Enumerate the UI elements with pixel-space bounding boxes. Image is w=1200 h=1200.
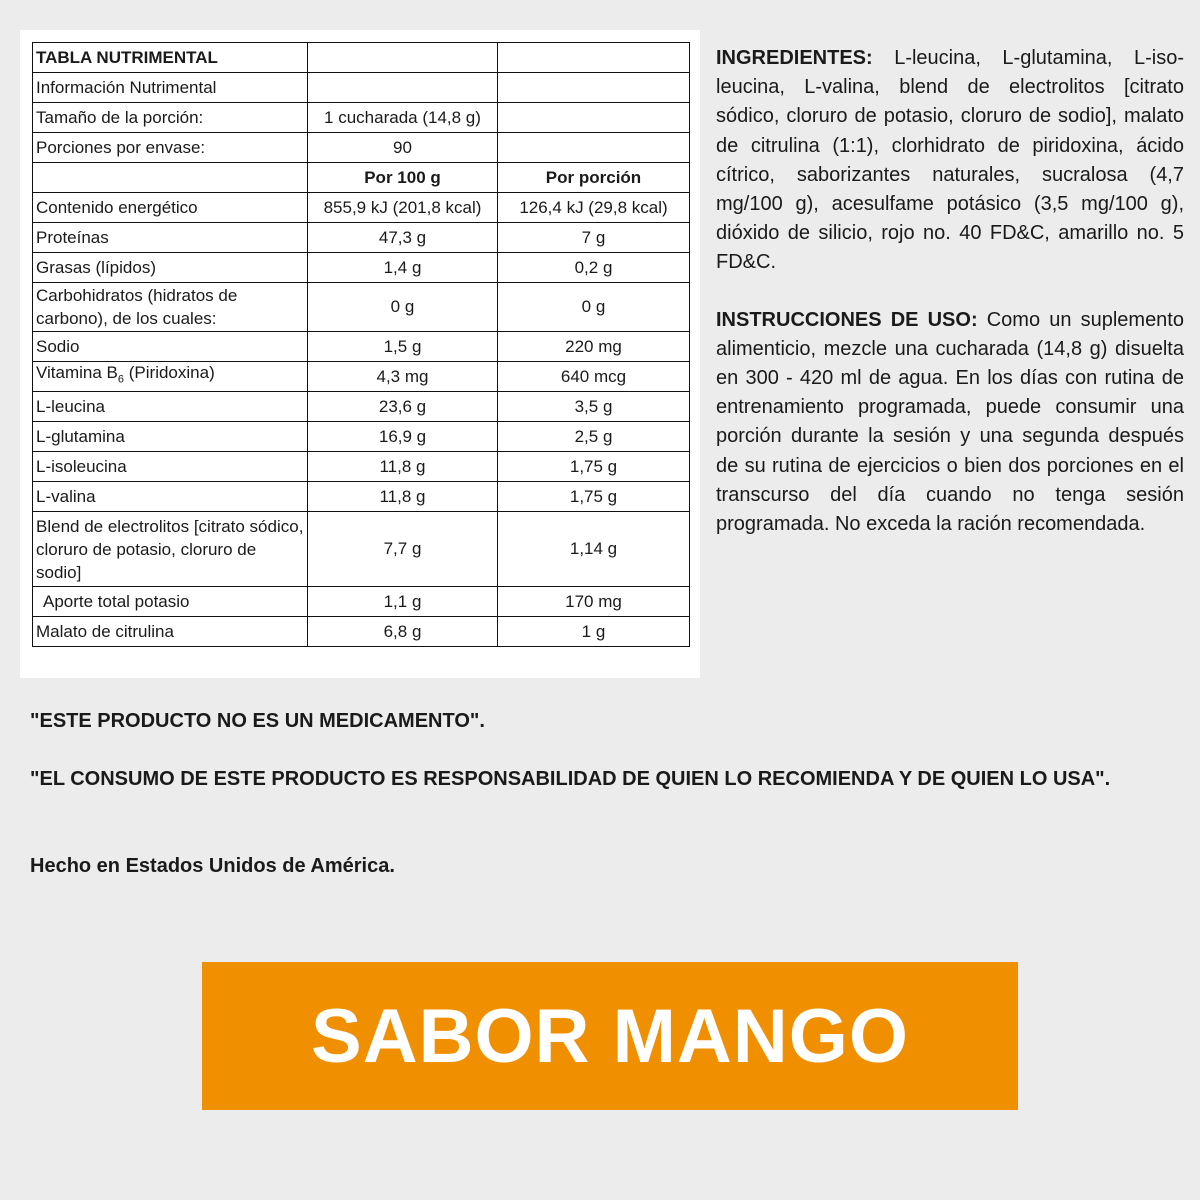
table-subtitle-row bbox=[33, 73, 690, 103]
nutrient-name: Contenido energético bbox=[33, 193, 308, 223]
nutrient-per-100g: 1,4 g bbox=[308, 253, 498, 283]
nutrient-name: Sodio bbox=[33, 332, 308, 362]
nutrient-name: L-isoleucina bbox=[33, 452, 308, 482]
nutrient-per-100g: 6,8 g bbox=[308, 617, 498, 647]
table-row bbox=[33, 452, 690, 482]
servings-label: Porciones por envase: bbox=[33, 133, 308, 163]
nutrient-per-100g: 7,7 g bbox=[308, 512, 498, 587]
nutrient-name: Aporte total potasio bbox=[33, 587, 308, 617]
servings-row bbox=[33, 133, 690, 163]
nutrient-name: L-leucina bbox=[33, 392, 308, 422]
responsibility-notice: "EL CONSUMO DE ESTE PRODUCTO ES RESPONSABILIDAD DE QUIEN LO RECOMIENDA Y DE QUIEN LO USA". bbox=[30, 768, 1111, 790]
nutrient-name: L-valina bbox=[33, 482, 308, 512]
nutrient-per-serving: 7 g bbox=[498, 223, 690, 253]
servings-value: 90 bbox=[308, 133, 498, 163]
table-row bbox=[33, 283, 690, 332]
table-row bbox=[33, 512, 690, 587]
table-row bbox=[33, 422, 690, 452]
serving-size-row bbox=[33, 103, 690, 133]
nutrient-name: Carbohidratos (hidratos de carbono), de los cuales: bbox=[33, 283, 308, 332]
nutrient-name: Proteínas bbox=[33, 223, 308, 253]
table-row bbox=[33, 223, 690, 253]
nutrient-per-100g: 0 g bbox=[308, 283, 498, 332]
nutrient-name: L-glutamina bbox=[33, 422, 308, 452]
nutrient-per-serving: 3,5 g bbox=[498, 392, 690, 422]
flavor-label: SABOR MANGO bbox=[311, 993, 909, 1079]
nutrient-per-100g: 1,1 g bbox=[308, 587, 498, 617]
instructions-paragraph bbox=[716, 306, 1184, 540]
table-title-row bbox=[33, 43, 690, 73]
table-row bbox=[33, 392, 690, 422]
table-row bbox=[33, 193, 690, 223]
table-row bbox=[33, 482, 690, 512]
column-header-per-100g: Por 100 g bbox=[308, 163, 498, 193]
table-row bbox=[33, 253, 690, 283]
nutrient-name: Grasas (lípidos) bbox=[33, 253, 308, 283]
table-row bbox=[33, 617, 690, 647]
instructions-text: Como un suplemento alimenticio, mezcle una cucharada (14,8 g) disuelta en 300 - 420 ml de agua. En los días con rutina de entrenamiento programada, puede consumir una porción durante la sesión y una segunda después de su rutina de ejercicios o bien dos porciones en el transcurso del día cuando no tenga sesión programada. No exceda la ración recomendada. bbox=[716, 308, 1184, 536]
flavor-banner bbox=[202, 962, 1018, 1110]
column-header-per-serving: Por porción bbox=[498, 163, 690, 193]
table-row bbox=[33, 587, 690, 617]
nutrient-per-100g: 1,5 g bbox=[308, 332, 498, 362]
table-title: TABLA NUTRIMENTAL bbox=[33, 43, 308, 73]
column-header-row bbox=[33, 163, 690, 193]
nutrient-name: Blend de electrolitos [citrato sódico, cloruro de potasio, cloruro de sodio] bbox=[33, 512, 308, 587]
nutrient-per-100g: 47,3 g bbox=[308, 223, 498, 253]
nutrient-per-serving: 1 g bbox=[498, 617, 690, 647]
table-subtitle: Información Nutrimental bbox=[33, 73, 308, 103]
nutrition-table-panel bbox=[20, 30, 700, 678]
nutrition-table bbox=[32, 42, 690, 647]
nutrient-per-serving: 126,4 kJ (29,8 kcal) bbox=[498, 193, 690, 223]
nutrient-per-serving: 640 mcg bbox=[498, 362, 690, 392]
text-column bbox=[716, 44, 1184, 539]
serving-size-value: 1 cucharada (14,8 g) bbox=[308, 103, 498, 133]
nutrient-per-serving: 0,2 g bbox=[498, 253, 690, 283]
nutrient-per-100g: 855,9 kJ (201,8 kcal) bbox=[308, 193, 498, 223]
ingredients-paragraph bbox=[716, 44, 1184, 278]
nutrient-per-serving: 170 mg bbox=[498, 587, 690, 617]
nutrient-per-100g: 11,8 g bbox=[308, 452, 498, 482]
ingredients-text: L-leucina, L-glutamina, L-isoleucina, L-valina, blend de electrolitos [citrato sódico, cloruro de potasio, cloruro de sodio], malato de citrulina (1:1), clorhidrato de piridoxina, ácido cítrico, saborizantes naturales, sucralosa (4,7 mg/100 g), acesulfame potásico (3,5 mg/100 g), dióxido de silicio, rojo no. 40 FD&C, amarillo no. 5 FD&C. bbox=[716, 47, 1184, 274]
nutrient-per-serving: 0 g bbox=[498, 283, 690, 332]
serving-size-label: Tamaño de la porción: bbox=[33, 103, 308, 133]
table-row bbox=[33, 362, 690, 392]
nutrient-name: Malato de citrulina bbox=[33, 617, 308, 647]
nutrient-per-serving: 220 mg bbox=[498, 332, 690, 362]
nutrient-per-serving: 2,5 g bbox=[498, 422, 690, 452]
nutrient-per-serving: 1,75 g bbox=[498, 452, 690, 482]
nutrient-per-serving: 1,14 g bbox=[498, 512, 690, 587]
table-row bbox=[33, 332, 690, 362]
nutrient-per-100g: 23,6 g bbox=[308, 392, 498, 422]
nutrient-name: Vitamina $B_6$ (Piridoxina) bbox=[33, 362, 308, 392]
nutrient-per-100g: 4,3 mg bbox=[308, 362, 498, 392]
origin-notice: Hecho en Estados Unidos de América. bbox=[30, 855, 395, 877]
nutrient-per-100g: 16,9 g bbox=[308, 422, 498, 452]
not-medicine-notice: "ESTE PRODUCTO NO ES UN MEDICAMENTO". bbox=[30, 710, 485, 732]
instructions-label: INSTRUCCIONES DE USO: bbox=[716, 308, 978, 331]
nutrient-per-serving: 1,75 g bbox=[498, 482, 690, 512]
nutrient-per-100g: 11,8 g bbox=[308, 482, 498, 512]
ingredients-label: INGREDIENTES: bbox=[716, 47, 873, 69]
